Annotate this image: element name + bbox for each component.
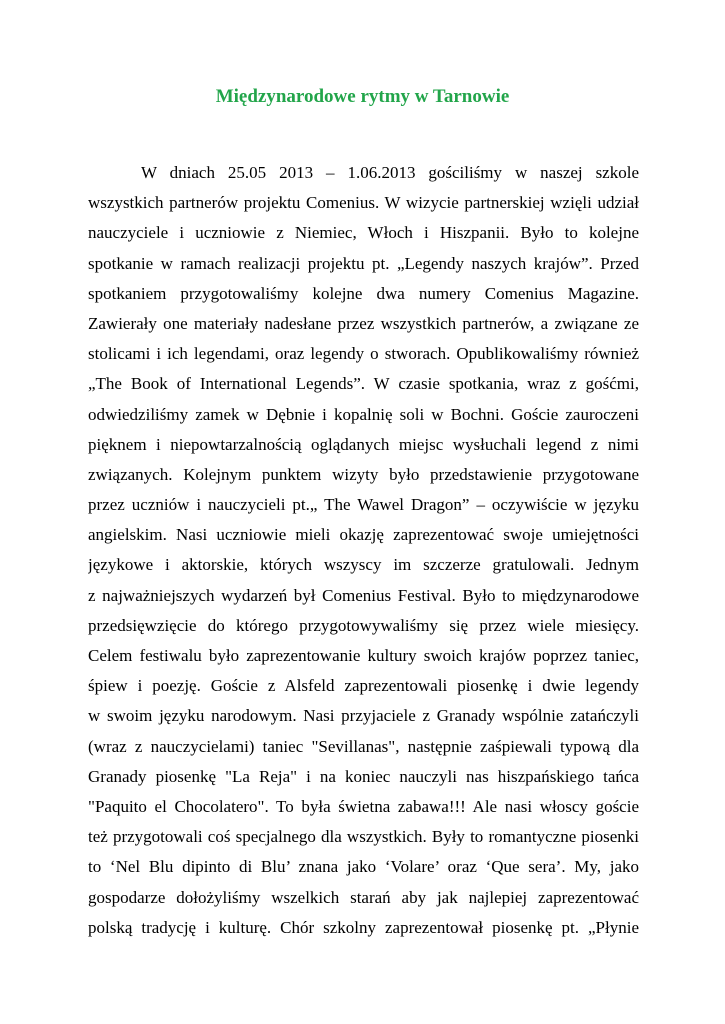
paragraph-line: wszystkich partnerów projektu Comenius. W wizycie partnerskiej wzięli udział bbox=[88, 193, 639, 213]
paragraph-line: spotkanie w ramach realizacji projektu pt. „Legendy naszych krajów”. Przed bbox=[88, 253, 639, 273]
paragraph-line: nauczyciele i uczniowie z Niemiec, Włoch i Hiszpanii. Było to kolejne bbox=[88, 223, 639, 243]
paragraph-line: z najważniejszych wydarzeń był Comenius Festival. Było to międzynarodowe bbox=[88, 585, 639, 605]
paragraph-line: "Paquito el Chocolatero". To była świetna zabawa!!! Ale nasi włoscy goście bbox=[88, 796, 639, 816]
paragraph-line: (wraz z nauczycielami) taniec "Sevillanas", następnie zaśpiewali typową dla bbox=[88, 736, 639, 756]
paragraph-line: związanych. Kolejnym punktem wizyty było przedstawienie przygotowane bbox=[88, 464, 639, 484]
paragraph-line: pięknem i niepowtarzalnością oglądanych miejsc wysłuchali legend z nimi bbox=[88, 434, 639, 454]
paragraph-line: przedsięwzięcie do którego przygotowywaliśmy się przez wiele miesięcy. bbox=[88, 615, 639, 635]
document-title: Międzynarodowe rytmy w Tarnowie bbox=[215, 86, 510, 107]
paragraph-line: Granady piosenkę "La Reja" i na koniec nauczyli nas hiszpańskiego tańca bbox=[88, 766, 639, 786]
paragraph-line: śpiew i poezję. Goście z Alsfeld zaprezentowali piosenkę i dwie legendy bbox=[88, 676, 639, 696]
paragraph-line: polską tradycję i kulturę. Chór szkolny zaprezentował piosenkę pt. „Płynie bbox=[88, 917, 639, 937]
paragraph-line: odwiedziliśmy zamek w Dębnie i kopalnię soli w Bochni. Goście zauroczeni bbox=[88, 404, 639, 424]
paragraph-line: Zawierały one materiały nadesłane przez wszystkich partnerów, a związane ze bbox=[88, 313, 639, 333]
paragraph-line: spotkaniem przygotowaliśmy kolejne dwa numery Comenius Magazine. bbox=[88, 283, 639, 303]
paragraph-line: też przygotowali coś specjalnego dla wszystkich. Były to romantyczne piosenki bbox=[88, 827, 639, 847]
paragraph-line: to ‘Nel Blu dipinto di Blu’ znana jako ‘Volare’ oraz ‘Que sera’. My, jako bbox=[88, 857, 639, 877]
paragraph-line: językowe i aktorskie, których wszyscy im szczerze gratulowali. Jednym bbox=[88, 555, 639, 575]
paragraph-line: przez uczniów i nauczycieli pt.„ The Wawel Dragon” – oczywiście w języku bbox=[88, 495, 639, 515]
paragraph-line: angielskim. Nasi uczniowie mieli okazję zaprezentować swoje umiejętności bbox=[88, 525, 639, 545]
paragraph-line: W dniach 25.05 2013 – 1.06.2013 gościliśmy w naszej szkole bbox=[141, 163, 639, 182]
paragraph-line: „The Book of International Legends”. W czasie spotkania, wraz z gośćmi, bbox=[88, 374, 639, 394]
paragraph-line: stolicami i ich legendami, oraz legendy o stworach. Opublikowaliśmy również bbox=[88, 344, 639, 364]
paragraph-line: Celem festiwalu było zaprezentowanie kultury swoich krajów poprzez taniec, bbox=[88, 646, 639, 665]
document-body bbox=[88, 158, 639, 943]
paragraph-line: gospodarze dołożyliśmy wszelkich starań aby jak najlepiej zaprezentować bbox=[88, 887, 639, 907]
paragraph-line: w swoim języku narodowym. Nasi przyjaciele z Granady wspólnie zatańczyli bbox=[88, 706, 639, 726]
